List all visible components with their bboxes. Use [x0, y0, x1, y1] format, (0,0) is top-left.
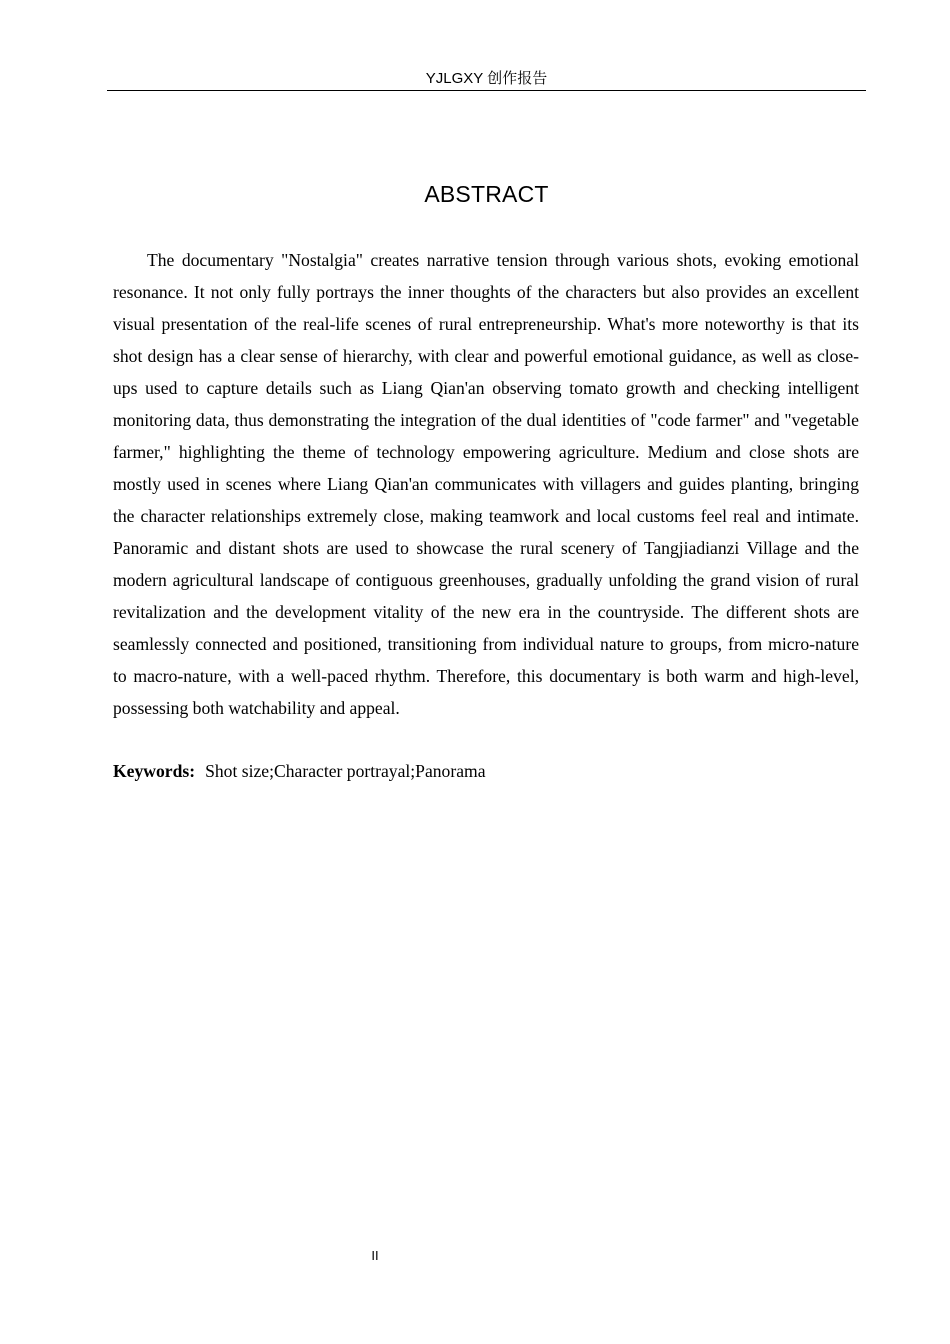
keywords-line	[113, 755, 859, 787]
keywords-value: Shot size;Character portrayal;Panorama	[205, 761, 486, 781]
abstract-body: The documentary "Nostalgia" creates narrative tension through various shots, evoking emotional resonance. It not only fully portrays the inner thoughts of the characters but also provides an excellent visual presentation of the real-life scenes of rural entrepreneurship. What's more noteworthy is that its shot design has a clear sense of hierarchy, with clear and powerful emotional guidance, as well as close-ups used to capture details such as Liang Qian'an observing tomato growth and checking intelligent monitoring data, thus demonstrating the integration of the dual identities of "code farmer" and "vegetable farmer," highlighting the theme of technology empowering agriculture. Medium and close shots are mostly used in scenes where Liang Qian'an communicates with villagers and guides planting, bringing the character relationships extremely close, making teamwork and local customs feel real and intimate. Panoramic and distant shots are used to showcase the rural scenery of Tangjiadianzi Village and the modern agricultural landscape of contiguous greenhouses, gradually unfolding the grand vision of rural revitalization and the development vitality of the new era in the countryside. The different shots are seamlessly connected and positioned, transitioning from individual nature to groups, from micro-nature to macro-nature, with a well-paced rhythm. Therefore, this documentary is both warm and high-level, possessing both watchability and appeal.	[113, 250, 859, 718]
running-header: YJLGXY 创作报告	[425, 70, 548, 87]
page-number: II	[371, 1248, 379, 1263]
header-rule	[107, 90, 866, 91]
keywords-label: Keywords:	[113, 761, 196, 781]
abstract-title: ABSTRACT	[424, 181, 549, 207]
